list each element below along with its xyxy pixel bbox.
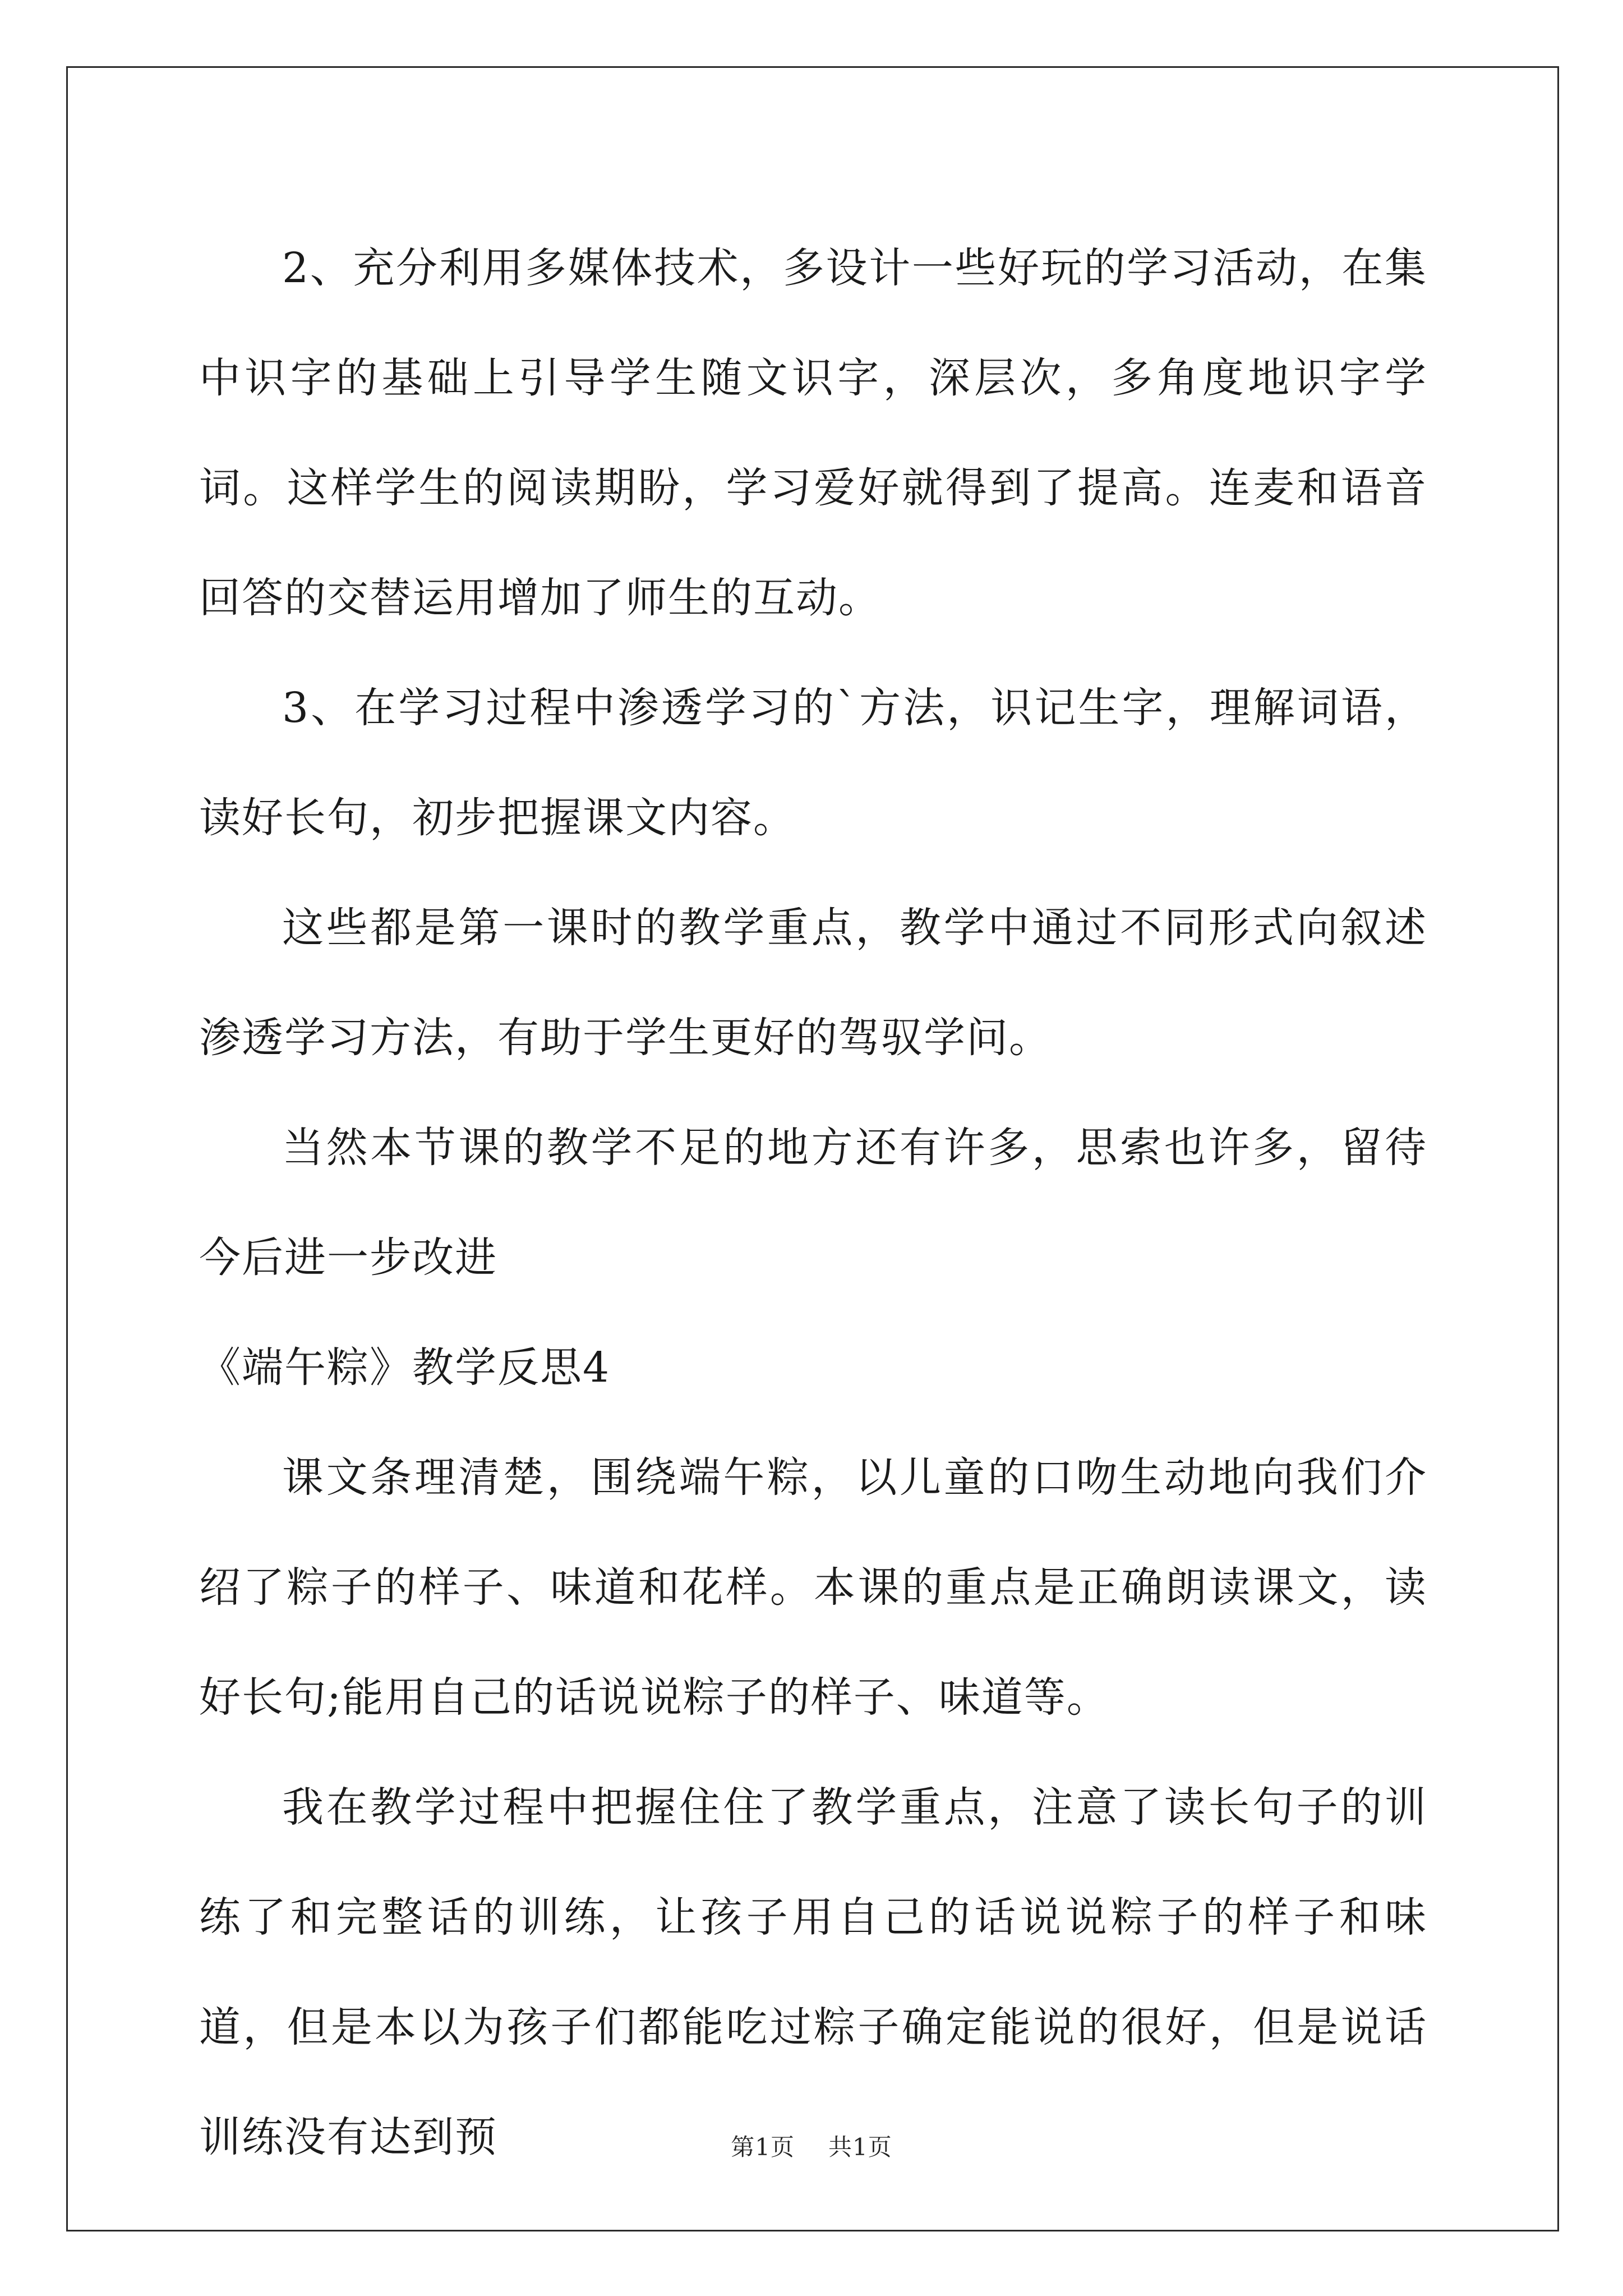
- section-heading: 《端午粽》教学反思4: [199, 1343, 611, 1392]
- paragraph-4: 当然本节课的教学不足的地方还有许多，思索也许多，留待今后进一步改进: [199, 1124, 1427, 1282]
- document-body: [199, 213, 1427, 2192]
- page-total: 共1页: [828, 2133, 892, 2161]
- paragraph-2: 3、在学习过程中渗透学习的`方法，识记生字，理解词语，读好长句，初步把握课文内容。: [199, 684, 1427, 842]
- paragraph-5: 课文条理清楚，围绕端午粽，以儿童的口吻生动地向我们介绍了粽子的样子、味道和花样。本课的重点是正确朗读课文，读好长句;能用自己的话说说粽子的样子、味道等。: [199, 1453, 1427, 1722]
- paragraph-1: 2、充分利用多媒体技术，多设计一些好玩的学习活动，在集中识字的基础上引导学生随文识字，深层次，多角度地识字学词。这样学生的阅读期盼，学习爱好就得到了提高。连麦和语音回答的交替运用增加了师生的互动。: [199, 244, 1427, 622]
- paragraph-3: 这些都是第一课时的教学重点，教学中通过不同形式向叙述渗透学习方法，有助于学生更好的驾驭学问。: [199, 904, 1427, 1062]
- paragraph-6: 我在教学过程中把握住住了教学重点，注意了读长句子的训练了和完整话的训练，让孩子用自己的话说说粽子的样子和味道，但是本以为孩子们都能吃过粽子确定能说的很好，但是说话训练没有达到预: [199, 1783, 1427, 2161]
- page-footer: [0, 2129, 1623, 2162]
- page-number: 第1页: [731, 2133, 795, 2161]
